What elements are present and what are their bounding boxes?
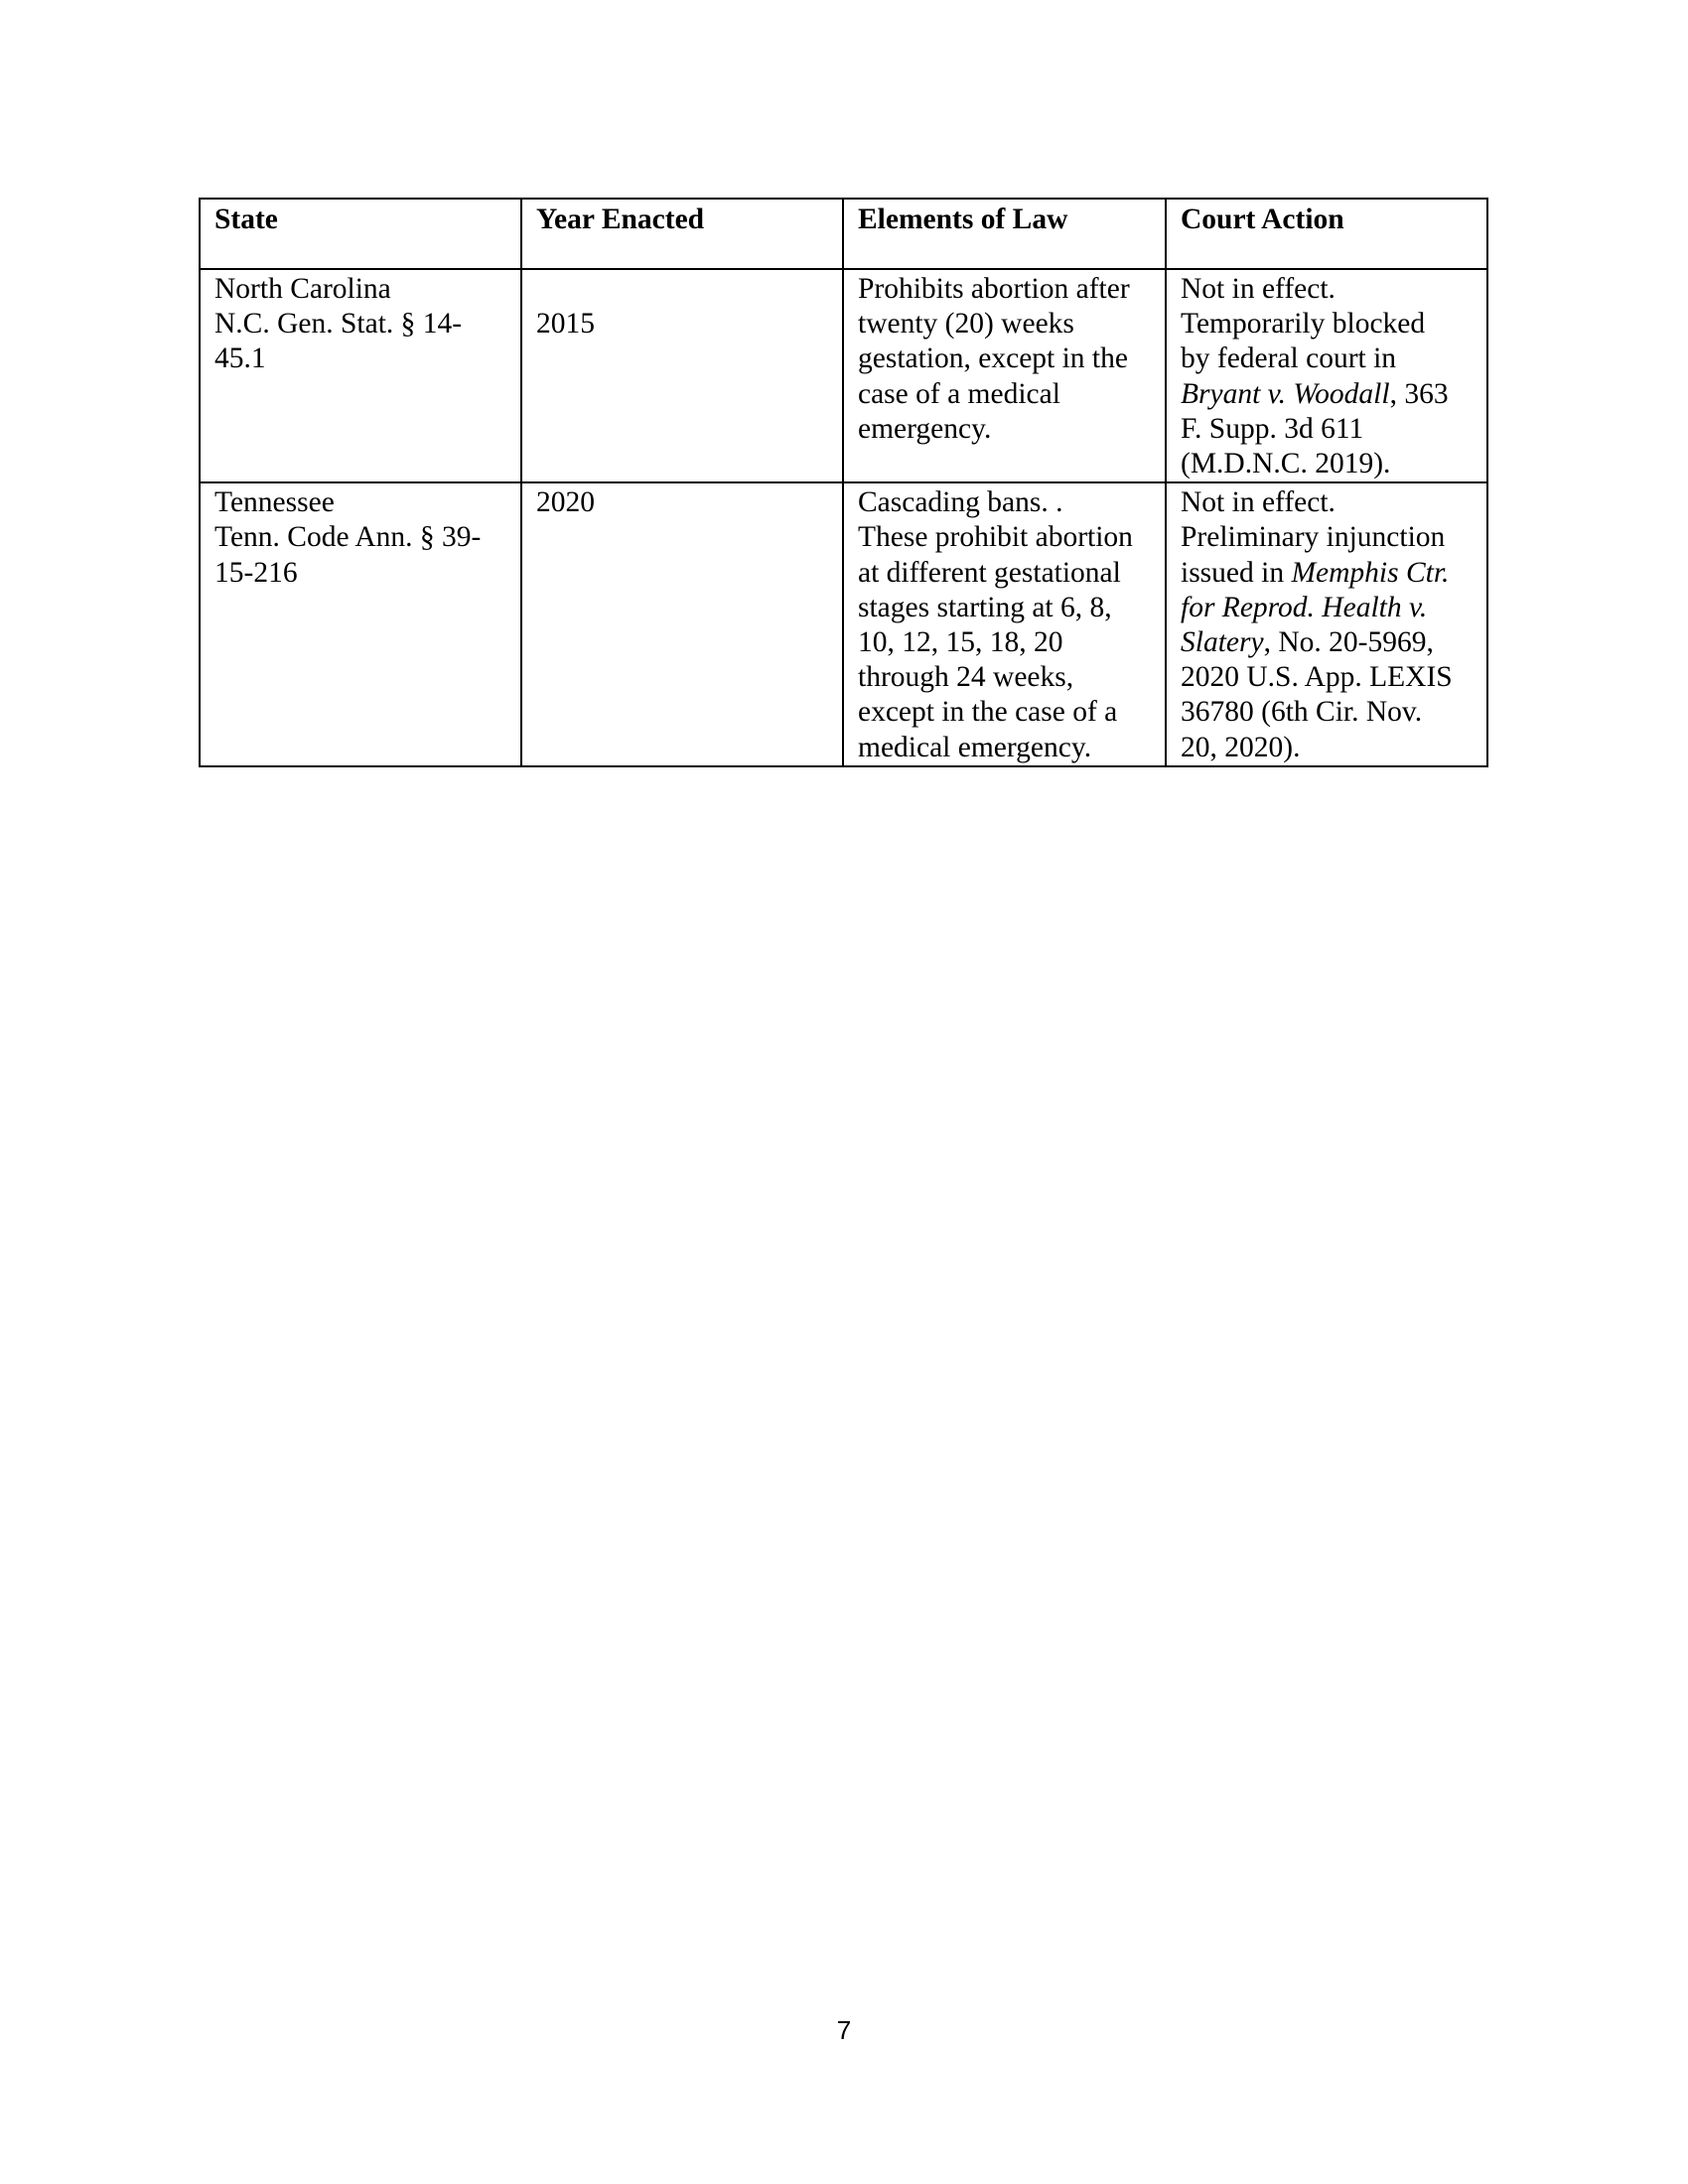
court-line: by federal court in — [1181, 342, 1397, 375]
case-name: Slatery — [1181, 626, 1264, 659]
court-line — [1181, 377, 1474, 412]
header-state: State — [200, 199, 521, 269]
court-line: F. Supp. 3d 611 — [1181, 412, 1364, 445]
cell-elements — [843, 482, 1166, 766]
citation-text: issued in — [1181, 556, 1292, 589]
court-line: Not in effect. — [1181, 486, 1336, 519]
cell-court-action — [1166, 269, 1487, 482]
page-number: 7 — [836, 2015, 852, 2045]
court-line: Not in effect. — [1181, 273, 1336, 305]
cell-year — [521, 269, 843, 482]
court-line: (M.D.N.C. 2019). — [1181, 448, 1391, 480]
cell-state — [200, 482, 521, 766]
elements-line: twenty (20) weeks — [858, 308, 1074, 341]
state-name: Tennessee — [214, 486, 335, 519]
cell-court-action — [1166, 482, 1487, 766]
statute-citation-cont: 45.1 — [214, 342, 266, 375]
table-row-north-carolina — [200, 269, 1487, 482]
header-year-enacted: Year Enacted — [521, 199, 843, 269]
case-name: Memphis Ctr. — [1291, 556, 1450, 589]
elements-line: 10, 12, 15, 18, 20 — [858, 626, 1063, 659]
elements-line: stages starting at 6, 8, — [858, 591, 1112, 623]
abortion-law-table — [199, 198, 1488, 767]
elements-line: These prohibit abortion — [858, 521, 1133, 554]
header-elements-of-law: Elements of Law — [843, 199, 1166, 269]
cell-elements — [843, 269, 1166, 482]
statute-citation: Tenn. Code Ann. § 39- — [214, 521, 482, 554]
header-court-action: Court Action — [1166, 199, 1487, 269]
court-line: 20, 2020). — [1181, 731, 1301, 763]
elements-line: Prohibits abortion after — [858, 273, 1130, 305]
elements-line: medical emergency. — [858, 731, 1092, 763]
court-line — [1181, 625, 1474, 660]
year-enacted: 2015 — [536, 308, 595, 341]
court-line: 2020 U.S. App. LEXIS — [1181, 661, 1453, 694]
citation-text: , 363 — [1389, 377, 1449, 410]
court-line: Preliminary injunction — [1181, 521, 1446, 554]
statute-citation-cont: 15-216 — [214, 556, 298, 589]
year-enacted: 2020 — [536, 486, 595, 519]
court-line — [1181, 556, 1474, 591]
citation-text: , No. 20-5969, — [1263, 626, 1434, 659]
cell-year — [521, 482, 843, 766]
court-line: 36780 (6th Cir. Nov. — [1181, 696, 1423, 729]
elements-line: Cascading bans. . — [858, 486, 1063, 519]
case-name: Bryant v. Woodall — [1181, 377, 1390, 410]
elements-line: at different gestational — [858, 556, 1121, 589]
statute-citation: N.C. Gen. Stat. § 14- — [214, 308, 463, 341]
court-line: Temporarily blocked — [1181, 308, 1426, 341]
elements-line: case of a medical — [858, 377, 1060, 410]
elements-line: through 24 weeks, — [858, 661, 1074, 694]
case-name: for Reprod. Health v. — [1181, 591, 1428, 623]
state-name: North Carolina — [214, 273, 391, 305]
court-line — [1181, 591, 1474, 625]
table-row-tennessee — [200, 482, 1487, 766]
elements-line: gestation, except in the — [858, 342, 1128, 375]
table-header-row — [200, 199, 1487, 269]
elements-line: emergency. — [858, 412, 992, 445]
cell-state — [200, 269, 521, 482]
elements-line: except in the case of a — [858, 696, 1118, 729]
